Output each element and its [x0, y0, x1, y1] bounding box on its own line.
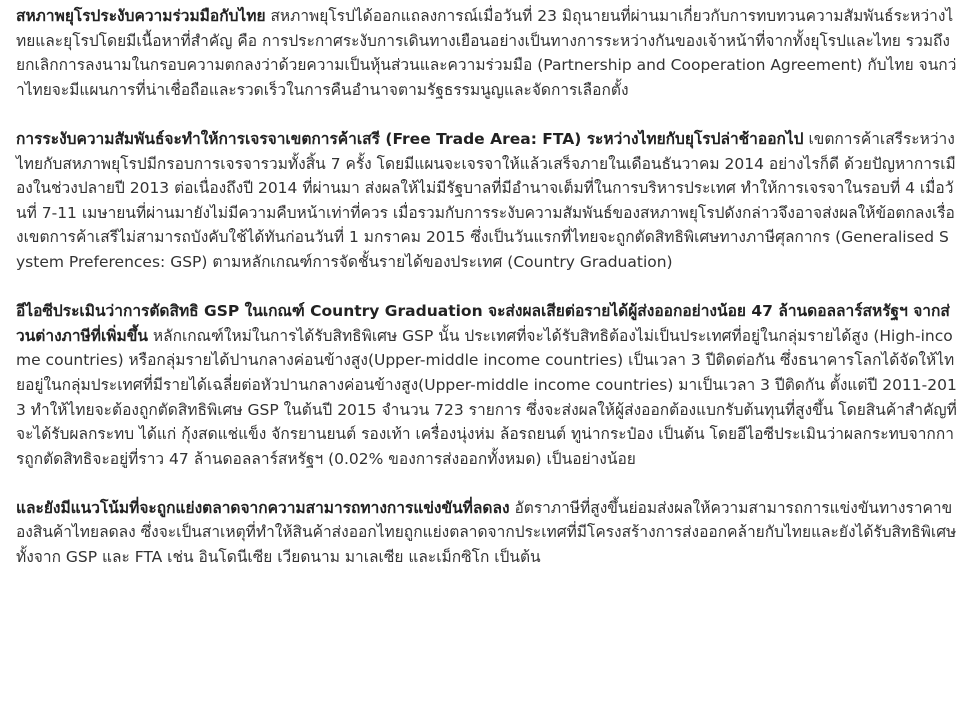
- paragraph-lead: และยังมีแนวโน้มที่จะถูกแย่งตลาดจากความสามารถทางการแข่งขันที่ลดลง: [16, 498, 510, 517]
- paragraph-fta-delay: [16, 127, 957, 275]
- paragraph-lead: การระงับความสัมพันธ์จะทำให้การเจรจาเขตการค้าเสรี (Free Trade Area: FTA) ระหว่างไทยกับยุโรปล่าช้าออกไป: [16, 129, 804, 148]
- paragraph-text: เขตการค้าเสรีระหว่างไทยกับสหภาพยุโรปมีกรอบการเจรจารวมทั้งสิ้น 7 ครั้ง โดยมีแผนจะเจรจาให้แล้วเสร็จภายในเดือนธันวาคม 2014 อย่างไรก็ดี ด้วยปัญหาการเมืองในช่วงปลายปี 2013 ต่อเนื่องถึงปี 2014 ที่ผ่านมา ส่งผลให้ไม่มีรัฐบาลที่มีอำนาจเต็มที่ในการบริหารประเทศ ทำให้การเจรจาในรอบที่ 4 เมื่อวันที่ 7-11 เมษายนที่ผ่านมายังไม่มีความคืบหน้าเท่าที่ควร เมื่อรวมกับการระงับความสัมพันธ์ของสหภาพยุโรปดังกล่าวจึงอาจส่งผลให้ข้อตกลงเรื่องเขตการค้าเสรีไม่สามารถบังคับใช้ได้ทันก่อนวันที่ 1 มกราคม 2015 ซึ่งเป็นวันแรกที่ไทยจะถูกตัดสิทธิพิเศษทางภาษีศุลกากร (Generalised System Preferences: GSP) ตามหลักเกณฑ์การจัดชั้นรายได้ของประเทศ (Country Graduation): [16, 129, 956, 271]
- paragraph-text: อัตราภาษีที่สูงขึ้นย่อมส่งผลให้ความสามารถการแข่งขันทางราคาของสินค้าไทยลดลง ซึ่งจะเป็นสาเหตุที่ทำให้สินค้าส่งออกไทยถูกแย่งตลาดจากประเทศที่มีโครงสร้างการส่งออกคล้ายกับไทยและยังได้รับสิทธิพิเศษทั้งจาก GSP และ FTA เช่น อินโดนีเซีย เวียดนาม มาเลเซีย และเม็กซิโก เป็นต้น: [16, 498, 957, 567]
- paragraph-text: หลักเกณฑ์ใหม่ในการได้รับสิทธิพิเศษ GSP นั้น ประเทศที่จะได้รับสิทธิต้องไม่เป็นประเทศที่อยู่ในกลุ่มรายได้สูง (High-income countries) หรือกลุ่มรายได้ปานกลางค่อนข้างสูง(Upper-middle income countries) เป็นเวลา 3 ปีติดต่อกัน ซึ่งธนาคารโลกได้จัดให้ไทยอยู่ในกลุ่มประเทศที่มีรายได้เฉลี่ยต่อหัวปานกลางค่อนข้างสูง(Upper-middle income countries) มาเป็นเวลา 3 ปีติดกัน ตั้งแต่ปี 2011-2013 ทำให้ไทยจะต้องถูกตัดสิทธิพิเศษ GSP ในต้นปี 2015 จำนวน 723 รายการ ซึ่งจะส่งผลให้ผู้ส่งออกต้องแบกรับต้นทุนที่สูงขึ้น โดยสินค้าสำคัญที่จะได้รับผลกระทบ ได้แก่ กุ้งสดแช่แข็ง จักรยานยนต์ รองเท้า เครื่องนุ่งห่ม ล้อรถยนต์ ทูน่ากระป๋อง เป็นต้น โดยอีไอซีประเมินว่าผลกระทบจากการถูกตัดสิทธิจะอยู่ที่ราว 47 ล้านดอลลาร์สหรัฐฯ (0.02% ของการส่งออกทั้งหมด) เป็นอย่างน้อย: [16, 326, 957, 468]
- paragraph-market-competition: [16, 496, 957, 570]
- paragraph-lead: สหภาพยุโรประงับความร่วมมือกับไทย: [16, 7, 266, 25]
- paragraph-lead: อีไอซีประเมินว่าการตัดสิทธิ GSP ในเกณฑ์ Country Graduation จะส่งผลเสียต่อรายได้ผู้ส่งออกอย่างน้อย 47 ล้านดอลลาร์สหรัฐฯ จากส่วนต่างภาษีที่เพิ่มขึ้น: [16, 302, 950, 345]
- paragraph-eu-suspension: [16, 4, 957, 102]
- paragraph-text: สหภาพยุโรปได้ออกแถลงการณ์เมื่อวันที่ 23 มิถุนายนที่ผ่านมาเกี่ยวกับการทบทวนความสัมพันธ์ระหว่างไทยและยุโรปโดยมีเนื้อหาที่สำคัญ คือ การประกาศระงับการเดินทางเยือนอย่างเป็นทางการระหว่างกันของเจ้าหน้าที่จากทั้งยุโรปและไทย รวมถึงยกเลิกการลงนามในกรอบความตกลงว่าด้วยความเป็นหุ้นส่วนและความร่วมมือ (Partnership and Cooperation Agreement) กับไทย จนกว่าไทยจะมีแผนการที่น่าเชื่อถือและรวดเร็วในการคืนอำนาจตามรัฐธรรมนูญและจัดการเลือกตั้ง: [16, 7, 957, 99]
- paragraph-gsp-impact: [16, 299, 957, 471]
